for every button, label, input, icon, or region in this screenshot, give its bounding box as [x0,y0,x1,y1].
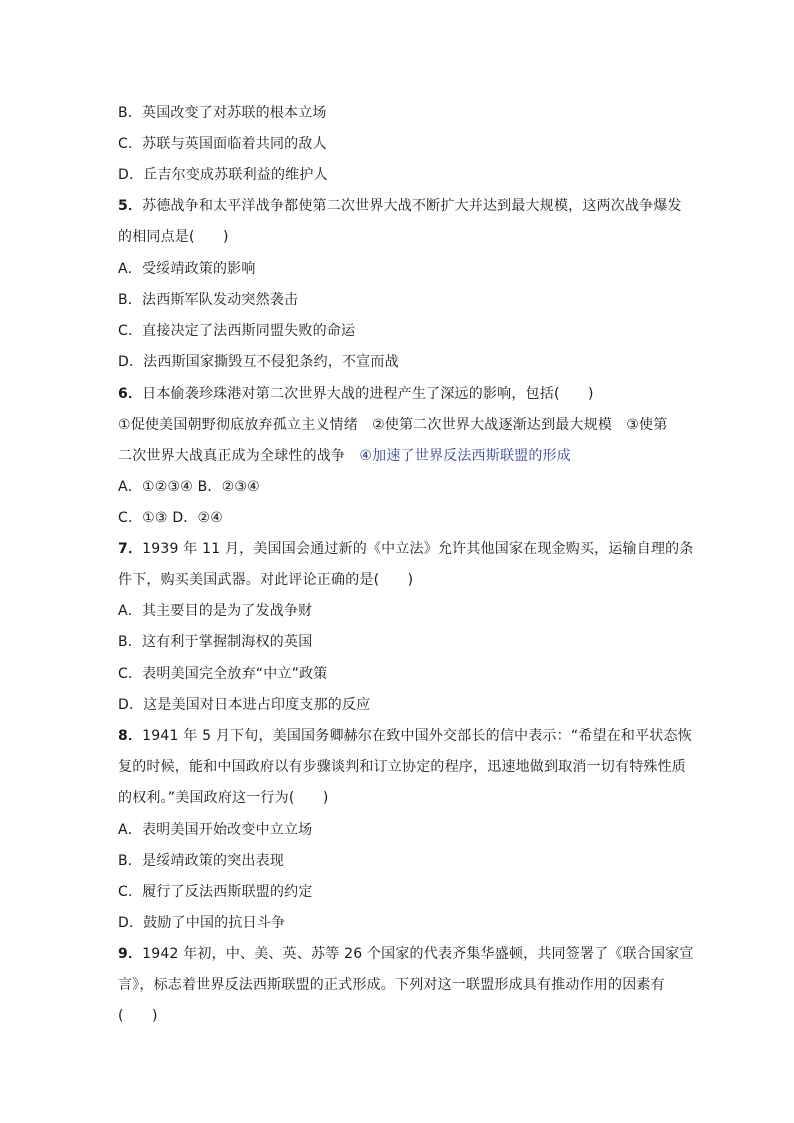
q8-option-a: A．表明美国开始改变中立立场 [118,822,313,838]
q9-stem-line3: ( ) [118,1008,158,1024]
q5-option-c: C．直接决定了法西斯同盟失败的命运 [118,323,356,339]
q6-items-text2a: 二次世界大战真正成为全球性的战争 [118,448,360,464]
q6-options-ab: A．①②③④ B．②③④ [118,479,260,495]
q8-stem-line3: 的权利。”美国政府这一行为( ) [118,790,329,806]
q8-stem-text1: 1941 年 5 月下旬，美国国务卿赫尔在致中国外交部长的信中表示：“希望在和平状态恢 [142,728,692,744]
q8-stem-line1 [118,727,692,745]
q7-number: 7． [118,541,143,557]
q8-stem-line2: 复的时候，能和中国政府以有步骤谈判和订立协定的程序，迅速地做到取消一切有特殊性质 [118,759,686,775]
q7-option-c: C．表明美国完全放弃“中立”政策 [118,666,328,682]
q7-option-d: D．这是美国对日本进占印度支那的反应 [118,697,371,713]
q5-number: 5． [118,198,143,214]
q5-stem-line2: 的相同点是( ) [118,229,229,245]
q4-option-c: C．苏联与英国面临着共同的敌人 [118,136,327,152]
q5-option-a: A．受绥靖政策的影响 [118,261,256,277]
q7-stem-text1: 1939 年 11 月，美国国会通过新的《中立法》允许其他国家在现金购买，运输自理的条 [142,541,694,557]
q6-items-line2 [118,447,678,465]
q7-option-a: A．其主要目的是为了发战争财 [118,603,313,619]
q6-number: 6． [118,386,143,402]
q9-stem-text1: 1942 年初，中、美、英、苏等 26 个国家的代表齐集华盛顿，共同签署了《联合国家宣 [142,946,694,962]
q6-options-cd: C．①③ D．②④ [118,510,224,526]
q7-stem-line1 [118,540,694,558]
q8-option-b: B．是绥靖政策的突出表现 [118,853,285,869]
q5-option-d: D．法西斯国家撕毁互不侵犯条约，不宣而战 [118,354,399,370]
q6-stem-text: 日本偷袭珍珠港对第二次世界大战的进程产生了深远的影响，包括( ) [142,386,594,402]
q5-stem-line1 [118,197,682,215]
q9-stem-line1 [118,945,694,963]
q9-number: 9． [118,946,143,962]
q5-stem-text1: 苏德战争和太平洋战争都使第二次世界大战不断扩大并达到最大规模，这两次战争爆发 [142,198,682,214]
q5-option-b: B．法西斯军队发动突然袭击 [118,292,299,308]
q4-option-b: B．英国改变了对苏联的根本立场 [118,105,327,121]
q7-stem-line2: 件下，购买美国武器。对此评论正确的是( ) [118,572,414,588]
q6-items-line1: ①促使美国朝野彻底放弃孤立主义情绪 ②使第二次世界大战逐渐达到最大规模 ③使第 [118,417,668,433]
q8-option-c: C．履行了反法西斯联盟的约定 [118,884,313,900]
q8-option-d: D．鼓励了中国的抗日斗争 [118,915,286,931]
q9-stem-line2: 言》，标志着世界反法西斯联盟的正式形成。下列对这一联盟形成具有推动作用的因素有 [118,977,665,993]
q6-stem-line [118,385,678,403]
q7-option-b: B．这有利于掌握制海权的英国 [118,634,313,650]
q6-items-text2b: ④加速了世界反法西斯联盟的形成 [359,448,571,464]
q8-number: 8． [118,728,143,744]
q4-option-d: D．丘吉尔变成苏联利益的维护人 [118,167,328,183]
